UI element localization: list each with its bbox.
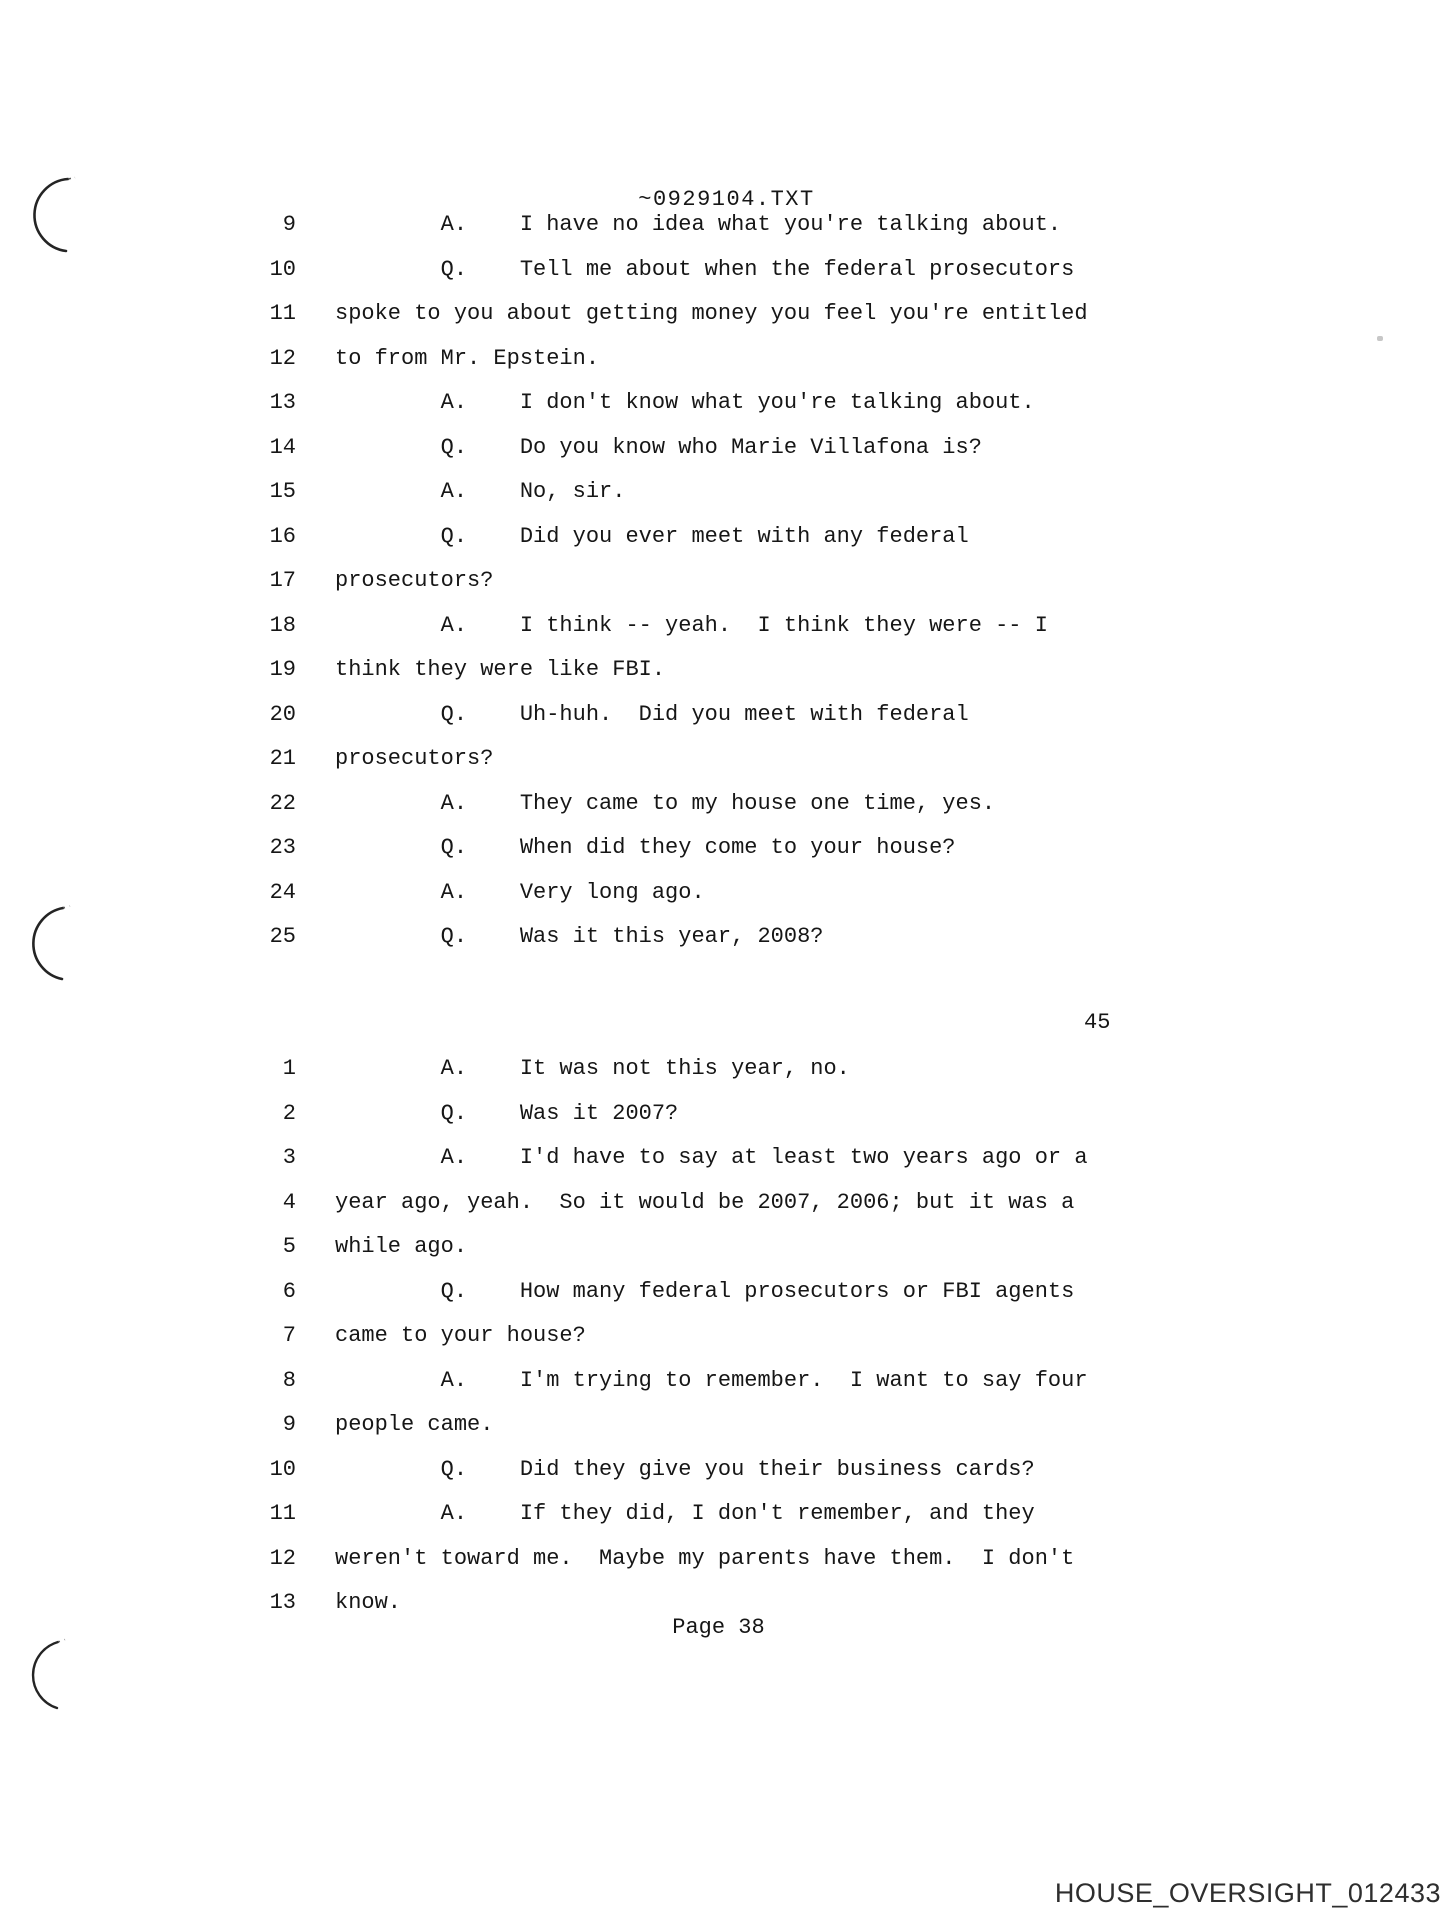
line-number: 13 <box>269 1590 296 1615</box>
footer-page-label: Page 38 <box>672 1615 765 1640</box>
line-number: 16 <box>269 523 296 549</box>
line-number: 2 <box>282 1100 296 1126</box>
header-filename: ~0929104.TXT <box>638 187 815 212</box>
line-number: 13 <box>269 390 296 415</box>
scan-artifact-ring-mark <box>22 176 78 254</box>
line-number: 9 <box>282 1412 296 1437</box>
line-text: A. I'm trying to remember. I want to say four <box>335 1367 1088 1393</box>
scan-artifact-ring-mark <box>14 1638 68 1712</box>
scan-artifact-ring-mark <box>16 903 72 981</box>
line-number: 10 <box>269 1456 296 1482</box>
line-text: A. I'd have to say at least two years ago or a <box>335 1145 1088 1170</box>
line-text: Q. Was it this year, 2008? <box>335 924 824 949</box>
line-number: 10 <box>269 256 296 282</box>
line-text: think they were like FBI. <box>335 657 666 682</box>
scan-artifact-speck <box>1377 336 1383 341</box>
line-text: prosecutors? <box>335 568 494 593</box>
page-number: 45 <box>1084 1010 1111 1035</box>
line-text: Q. Do you know who Marie Villafona is? <box>335 434 982 460</box>
line-text: A. They came to my house one time, yes. <box>335 790 996 816</box>
line-number: 8 <box>282 1367 296 1393</box>
line-text: year ago, yeah. So it would be 2007, 2006; but it was a <box>335 1189 1075 1215</box>
line-text: A. I don't know what you're talking about. <box>335 390 1035 415</box>
line-text: came to your house? <box>335 1323 586 1348</box>
line-number: 1 <box>282 1056 296 1081</box>
line-text: Q. Uh-huh. Did you meet with federal <box>335 701 969 727</box>
line-number: 19 <box>269 657 296 682</box>
line-text: A. Very long ago. <box>335 879 705 905</box>
line-number: 21 <box>269 746 296 771</box>
line-text: A. No, sir. <box>335 479 626 504</box>
line-number: 9 <box>282 212 296 237</box>
line-number: 11 <box>269 301 296 326</box>
line-number: 23 <box>269 835 296 860</box>
bates-number: HOUSE_OVERSIGHT_012433 <box>1054 1878 1441 1908</box>
line-number: 22 <box>269 790 296 816</box>
line-number: 25 <box>269 924 296 949</box>
line-text: prosecutors? <box>335 746 494 771</box>
line-text: people came. <box>335 1412 494 1437</box>
line-text: know. <box>335 1590 402 1615</box>
line-text: Q. When did they come to your house? <box>335 835 956 860</box>
line-number: 20 <box>269 701 296 727</box>
line-text: Q. How many federal prosecutors or FBI agents <box>335 1278 1075 1304</box>
line-text: weren't toward me. Maybe my parents have them. I don't <box>335 1545 1075 1571</box>
line-text: Q. Did they give you their business cards? <box>335 1456 1035 1482</box>
line-number: 14 <box>269 434 296 460</box>
line-text: spoke to you about getting money you feel you're entitled <box>335 301 1088 326</box>
line-number: 24 <box>269 879 296 905</box>
line-number: 11 <box>269 1501 296 1526</box>
line-number: 12 <box>269 345 296 371</box>
line-number: 18 <box>269 612 296 638</box>
line-text: Q. Was it 2007? <box>335 1100 679 1126</box>
line-text: A. It was not this year, no. <box>335 1056 850 1081</box>
line-text: Q. Tell me about when the federal prosecutors <box>335 256 1075 282</box>
line-text: A. If they did, I don't remember, and they <box>335 1501 1035 1526</box>
line-text: while ago. <box>335 1234 468 1259</box>
line-number: 6 <box>282 1278 296 1304</box>
line-number: 12 <box>269 1545 296 1571</box>
line-number: 5 <box>282 1234 296 1259</box>
line-number: 3 <box>282 1145 296 1170</box>
line-text: to from Mr. Epstein. <box>335 345 600 371</box>
line-text: A. I have no idea what you're talking about. <box>335 212 1062 237</box>
line-number: 7 <box>282 1323 296 1348</box>
line-number: 17 <box>269 568 296 593</box>
line-text: A. I think -- yeah. I think they were -- I <box>335 612 1048 638</box>
line-number: 4 <box>282 1189 296 1215</box>
line-number: 15 <box>269 479 296 504</box>
line-text: Q. Did you ever meet with any federal <box>335 523 969 549</box>
